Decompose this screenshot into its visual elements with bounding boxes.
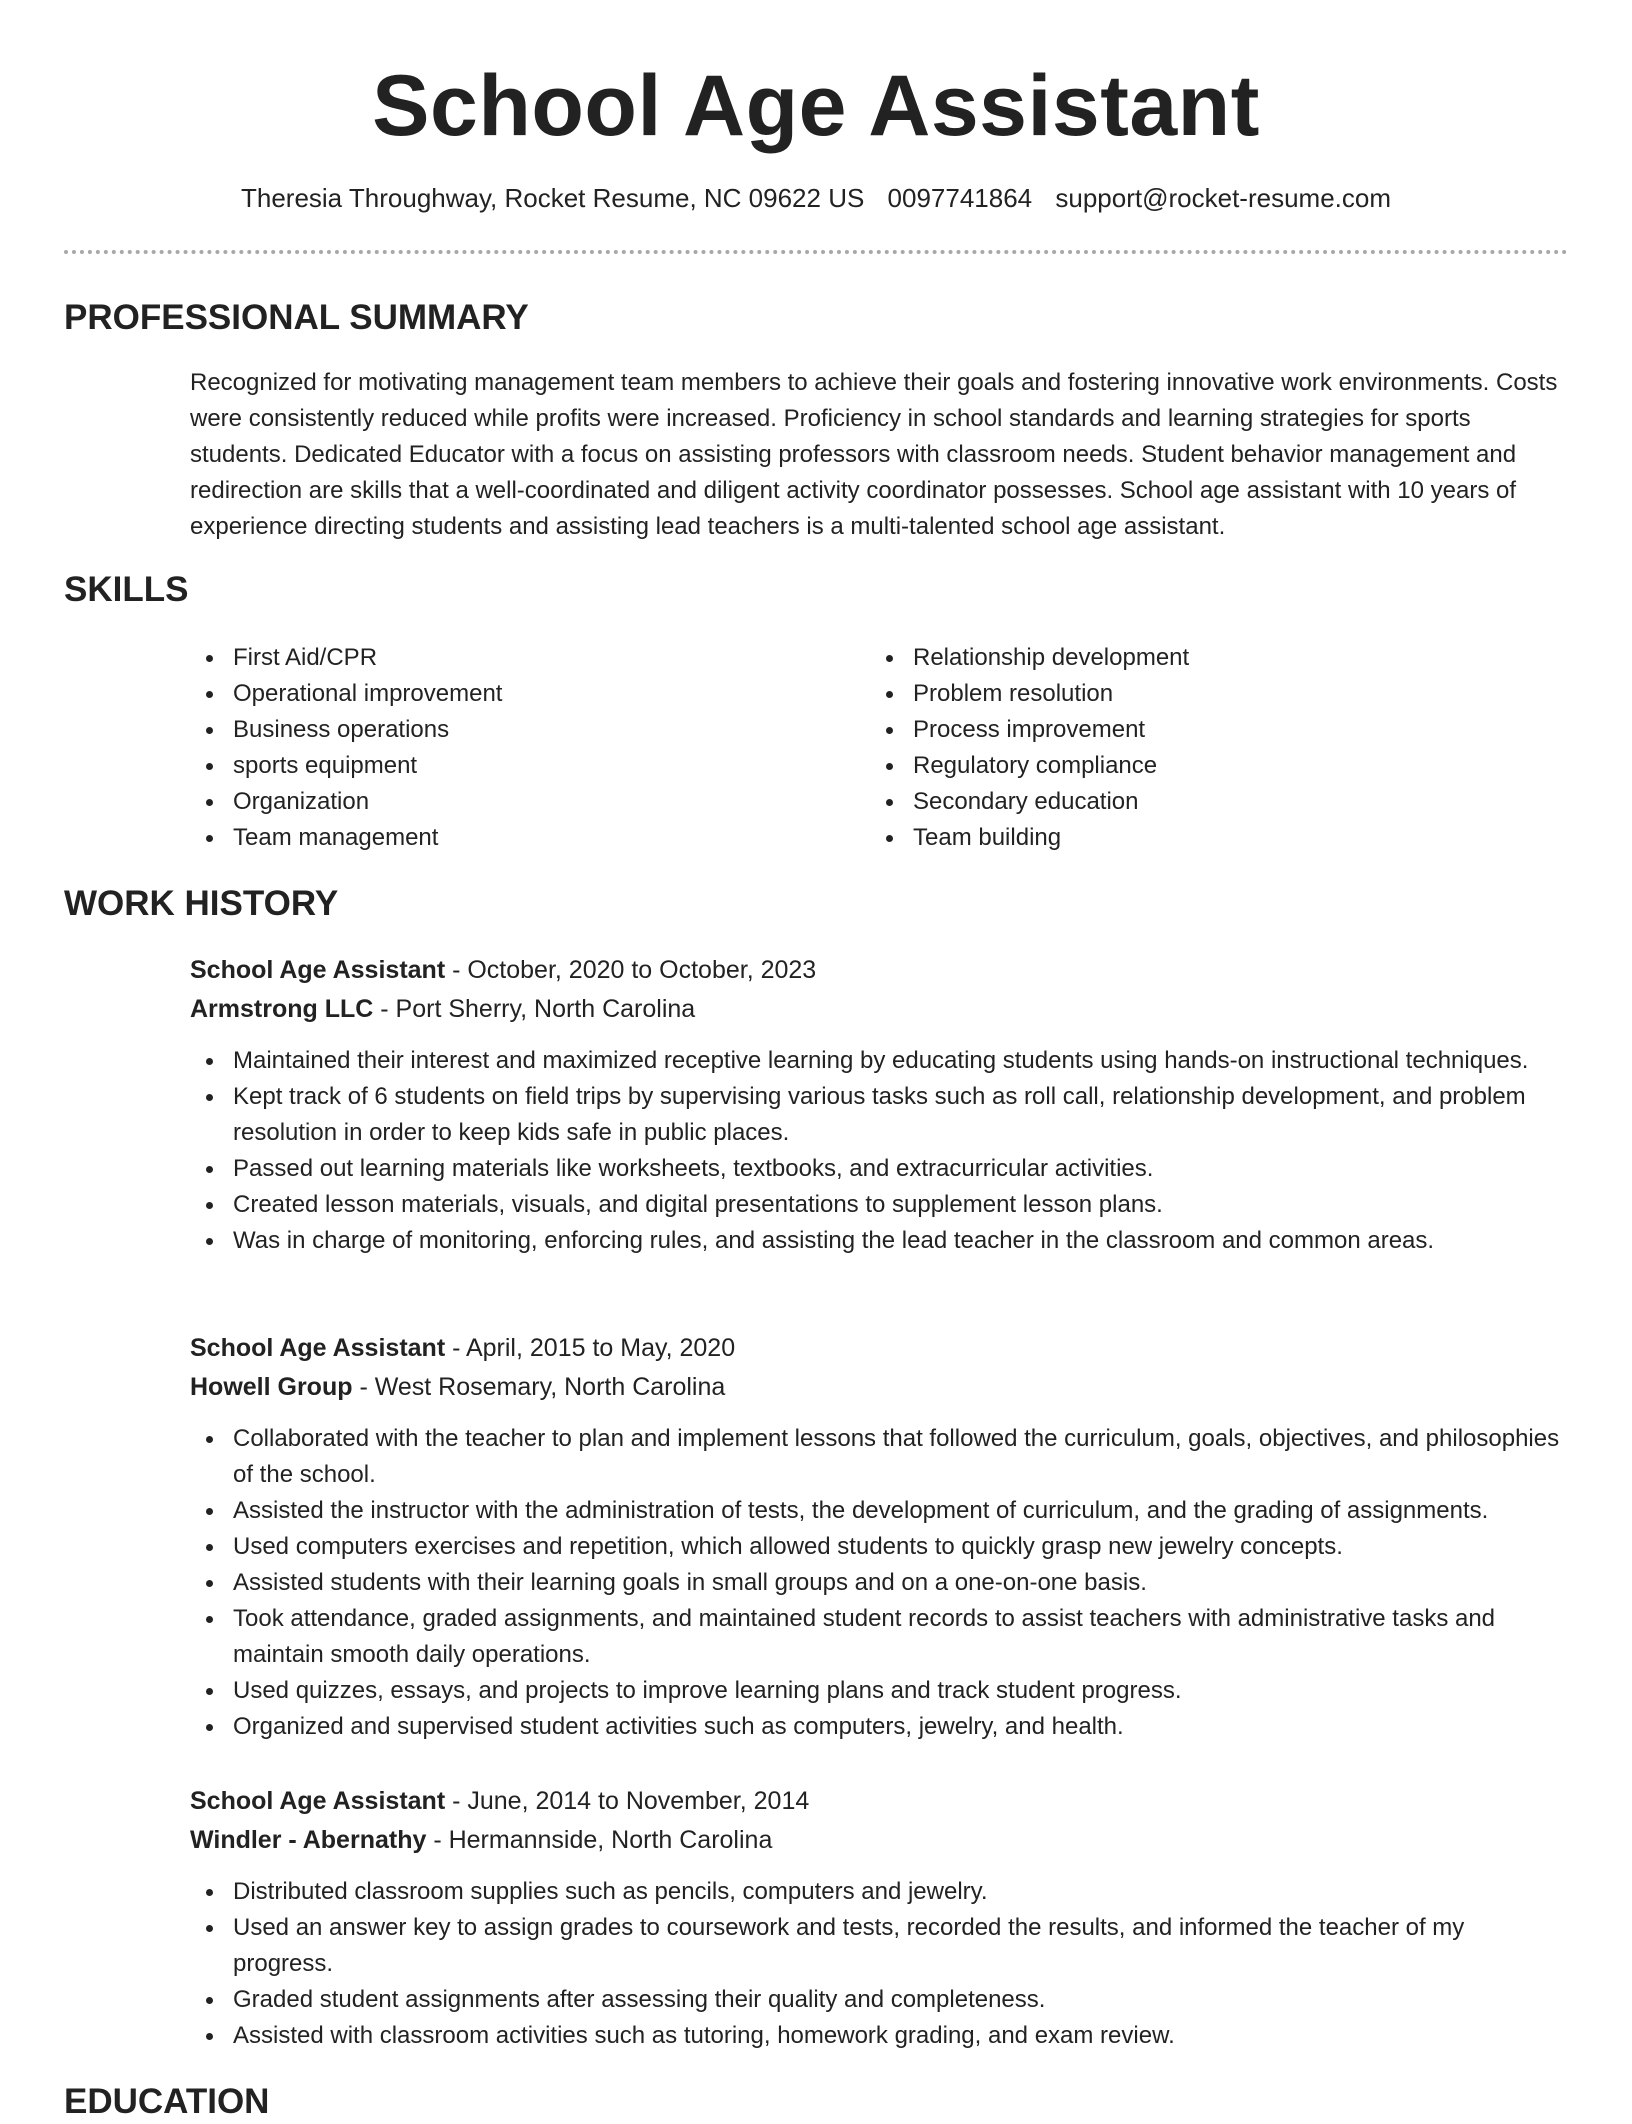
job-duty: Used quizzes, essays, and projects to improve learning plans and track student progress. xyxy=(190,1673,1570,1709)
job-duty: Assisted students with their learning goals in small groups and on a one-on-one basis. xyxy=(190,1565,1570,1601)
skills-column-right xyxy=(870,640,1510,856)
job-duty: Passed out learning materials like worksheets, textbooks, and extracurricular activities. xyxy=(190,1151,1570,1187)
skill-item: Organization xyxy=(190,784,830,820)
job-duties xyxy=(190,1421,1570,1745)
job-duty: Maintained their interest and maximized receptive learning by educating students using hands-on instructional techniques. xyxy=(190,1043,1570,1079)
job-duty: Kept track of 6 students on field trips by supervising various tasks such as roll call, relationship development, and problem resolution in order to keep kids safe in public places. xyxy=(190,1079,1570,1151)
section-title-education: EDUCATION xyxy=(64,2082,270,2121)
job-duties xyxy=(190,1043,1570,1259)
job-role: School Age Assistant xyxy=(190,956,446,984)
job-location: - Hermannside, North Carolina xyxy=(426,1826,773,1854)
skill-item: Business operations xyxy=(190,712,830,748)
job-title-line xyxy=(190,951,1570,990)
job-company: Armstrong LLC xyxy=(190,995,374,1023)
job-duty: Used computers exercises and repetition, which allowed students to quickly grasp new jewelry concepts. xyxy=(190,1529,1570,1565)
header-divider xyxy=(64,250,1568,254)
job-duty: Collaborated with the teacher to plan and implement lessons that followed the curriculum, goals, objectives, and philosophies of the school. xyxy=(190,1421,1570,1493)
job-company-line xyxy=(190,990,1570,1029)
skill-item: Problem resolution xyxy=(870,676,1510,712)
skill-item: Regulatory compliance xyxy=(870,748,1510,784)
skill-item: Operational improvement xyxy=(190,676,830,712)
job-company-line xyxy=(190,1368,1570,1407)
job-company-line xyxy=(190,1821,1570,1860)
summary-text: Recognized for motivating management team members to achieve their goals and fostering innovative work environments. Costs were consistently reduced while profits were increased. Proficiency in school standards and learning strategies for sports students. Dedicated Educator with a focus on assisting professors with classroom needs. Student behavior management and redirection are skills that a well-coordinated and diligent activity coordinator possesses. School age assistant with 10 years of experience directing students and assisting lead teachers is a multi-talented school age assistant. xyxy=(190,369,1558,540)
job-duty: Created lesson materials, visuals, and digital presentations to supplement lesson plans. xyxy=(190,1187,1570,1223)
job-duty: Assisted the instructor with the administration of tests, the development of curriculum, and the grading of assignments. xyxy=(190,1493,1570,1529)
job-duty: Took attendance, graded assignments, and maintained student records to assist teachers with administrative tasks and maintain smooth daily operations. xyxy=(190,1601,1570,1673)
skill-item: Team building xyxy=(870,820,1510,856)
skill-item: sports equipment xyxy=(190,748,830,784)
job-dates: - April, 2015 to May, 2020 xyxy=(445,1334,736,1362)
resume-title: School Age Assistant xyxy=(372,58,1260,154)
skill-item: Team management xyxy=(190,820,830,856)
job-duty: Distributed classroom supplies such as pencils, computers and jewelry. xyxy=(190,1874,1570,1910)
contact-email: support@rocket-resume.com xyxy=(1055,183,1392,213)
job-duty: Used an answer key to assign grades to coursework and tests, recorded the results, and informed the teacher of my progress. xyxy=(190,1910,1570,1982)
contact-line xyxy=(0,180,1632,216)
job-dates: - October, 2020 to October, 2023 xyxy=(445,956,817,984)
job-entry xyxy=(190,951,1570,1259)
contact-phone: 0097741864 xyxy=(887,183,1033,213)
job-location: - West Rosemary, North Carolina xyxy=(352,1373,726,1401)
job-title-line xyxy=(190,1329,1570,1368)
job-duty: Was in charge of monitoring, enforcing rules, and assisting the lead teacher in the classroom and common areas. xyxy=(190,1223,1570,1259)
section-title-work-history: WORK HISTORY xyxy=(64,884,339,923)
contact-address: Theresia Throughway, Rocket Resume, NC 09622 US xyxy=(240,183,865,213)
job-entry xyxy=(190,1329,1570,1745)
job-location: - Port Sherry, North Carolina xyxy=(373,995,696,1023)
job-duty: Organized and supervised student activities such as computers, jewelry, and health. xyxy=(190,1709,1570,1745)
job-role: School Age Assistant xyxy=(190,1787,446,1815)
skill-item: First Aid/CPR xyxy=(190,640,830,676)
section-title-skills: SKILLS xyxy=(64,570,189,609)
skill-item: Secondary education xyxy=(870,784,1510,820)
job-company: Howell Group xyxy=(190,1373,353,1401)
skill-item: Process improvement xyxy=(870,712,1510,748)
skill-item: Relationship development xyxy=(870,640,1510,676)
job-duty: Graded student assignments after assessing their quality and completeness. xyxy=(190,1982,1570,2018)
job-role: School Age Assistant xyxy=(190,1334,446,1362)
job-dates: - June, 2014 to November, 2014 xyxy=(445,1787,810,1815)
job-title-line xyxy=(190,1782,1570,1821)
job-duty: Assisted with classroom activities such as tutoring, homework grading, and exam review. xyxy=(190,2018,1570,2054)
skills-column-left xyxy=(190,640,830,856)
job-entry xyxy=(190,1782,1570,2054)
section-title-summary: PROFESSIONAL SUMMARY xyxy=(64,298,529,337)
job-duties xyxy=(190,1874,1570,2054)
job-company: Windler - Abernathy xyxy=(190,1826,427,1854)
